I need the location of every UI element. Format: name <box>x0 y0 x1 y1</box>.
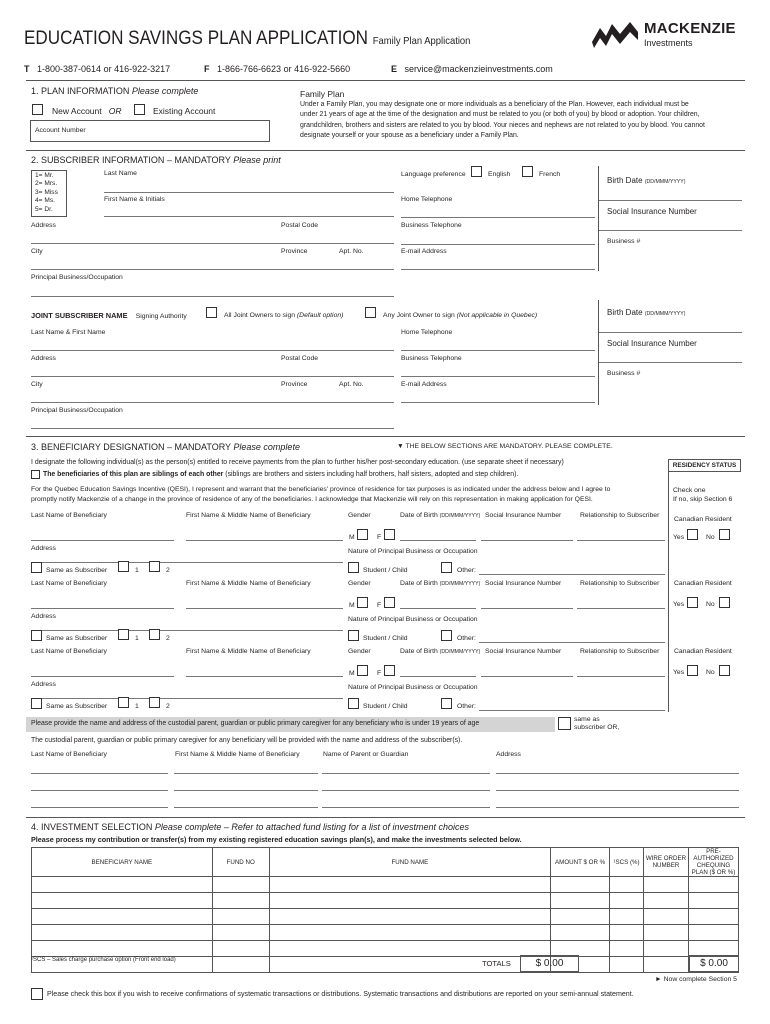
arrow-right-icon: ► <box>655 976 662 983</box>
ben2-yes-label: Yes <box>673 601 685 608</box>
ben2-sin-line[interactable] <box>481 608 573 609</box>
any-joint-checkbox[interactable] <box>365 307 376 318</box>
form-title: EDUCATION SAVINGS PLAN APPLICATION Family Plan Application <box>24 28 471 49</box>
ben1-m-checkbox[interactable] <box>357 529 368 540</box>
ben3-canadian-label: Canadian Resident <box>674 648 732 655</box>
business-tel-label: Business Telephone <box>401 222 462 229</box>
ben3-dob-label: Date of Birth (DD/MMM/YYYY) <box>400 648 481 655</box>
parent-name-label: Name of Parent or Guardian <box>323 751 409 758</box>
joint-last-first-label: Last Name & First Name <box>31 329 106 336</box>
new-account-checkbox[interactable] <box>32 104 43 115</box>
family-plan-title: Family Plan <box>300 89 345 99</box>
email-label: E-mail Address <box>401 248 447 255</box>
account-number-label: Account Number <box>35 127 86 134</box>
apt-label: Apt. No. <box>339 248 364 255</box>
ben3-yes-checkbox[interactable] <box>687 665 698 676</box>
existing-account-label: Existing Account <box>153 106 216 116</box>
ben3-no-checkbox[interactable] <box>719 665 730 676</box>
ben1-relationship-label: Relationship to Subscriber <box>580 512 660 519</box>
table-row <box>32 893 739 909</box>
custodial-line-2-2[interactable] <box>322 807 490 808</box>
table-row <box>32 941 739 957</box>
confirm-checkbox[interactable] <box>31 988 43 1000</box>
form-subtitle: Family Plan Application <box>372 35 471 47</box>
ben1-canadian-label: Canadian Resident <box>674 516 732 523</box>
new-account-label: New Account OR <box>52 106 122 116</box>
custodial-question-bar: Please provide the name and address of the custodial parent, guardian or public primary caregiver for any beneficiary who is under 19 years of age <box>26 717 555 732</box>
table-cell[interactable] <box>644 925 689 941</box>
qesi-text: For the Quebec Education Savings Incentive (QESI), I represent and warrant that the beneficiaries' province of residence for tax purposes is as indicated under the address below and I agree to promptly notify Mackenzie of a change in the province of residence of any of the beneficiaries. I acknowledge that Mackenzie will rely on this representation in making application for QESI. <box>31 486 611 503</box>
residency-status-box: RESIDENCY STATUS <box>668 459 741 472</box>
ben3-gender-label: Gender <box>348 648 371 655</box>
table-cell[interactable] <box>610 909 644 925</box>
table-cell[interactable] <box>212 957 269 973</box>
ben3-other-line[interactable] <box>479 710 665 711</box>
table-cell[interactable] <box>688 893 738 909</box>
ben1-yes-checkbox[interactable] <box>687 529 698 540</box>
ben3-dob-line[interactable] <box>400 676 476 677</box>
ben1-address-line[interactable] <box>31 562 343 563</box>
custodial-line-1-1[interactable] <box>174 790 318 791</box>
col-header-2: FUND NAME <box>269 848 550 877</box>
beneficiary-block-1 <box>0 512 770 578</box>
ben1-first-label: First Name & Middle Name of Beneficiary <box>186 512 311 519</box>
ben3-m-label: M <box>349 670 355 677</box>
custodial-line-2-1[interactable] <box>174 807 318 808</box>
ben2-same-as-label: Same as Subscriber <box>46 635 108 642</box>
section3-title: 3. BENEFICIARY DESIGNATION – MANDATORY Please complete <box>31 442 300 452</box>
confirm-text: Please check this box if you wish to receive confirmations of systematic transactions or distributions. Systematic transactions and distributions are reported on your semi-annual statement. <box>47 990 634 998</box>
ben1-dob-line[interactable] <box>400 540 476 541</box>
ben2-gender-label: Gender <box>348 580 371 587</box>
ben1-last-label: Last Name of Beneficiary <box>31 512 107 519</box>
custodial-line-0-1[interactable] <box>174 773 318 774</box>
first-name-label: First Name & Initials <box>104 196 165 203</box>
section1-title: 1. PLAN INFORMATION Please complete <box>31 86 199 96</box>
table-cell[interactable] <box>269 893 550 909</box>
ben3-yes-label: Yes <box>673 669 685 676</box>
ben3-first-label: First Name & Middle Name of Beneficiary <box>186 648 311 655</box>
table-row <box>32 877 739 893</box>
joint-email-label: E-mail Address <box>401 381 447 388</box>
ben2-last-line[interactable] <box>31 608 174 609</box>
total-pac: $ 0.00 <box>689 955 739 972</box>
joint-business-tel-label: Business Telephone <box>401 355 462 362</box>
ben3-address-label: Address <box>31 681 56 688</box>
custodial-ben-first-label: First Name & Middle Name of Beneficiary <box>175 751 300 758</box>
ben3-rel-line[interactable] <box>577 676 665 677</box>
joint-sin-label: Social Insurance Number <box>607 339 697 348</box>
table-cell[interactable] <box>610 877 644 893</box>
same-as-subscriber-text: same as subscriber OR, <box>574 716 620 732</box>
table-cell[interactable] <box>644 941 689 957</box>
ben3-other-label: Other: <box>457 703 476 710</box>
ben3-first-line[interactable] <box>186 676 343 677</box>
ben2-subscriber2-label: 2 <box>166 635 170 642</box>
ben1-subscriber1-label: 1 <box>135 567 139 574</box>
principal-label: Principal Business/Occupation <box>31 274 123 281</box>
any-joint-label: Any Joint Owner to sign (Not applicable in Quebec) <box>383 312 538 319</box>
siblings-text: The beneficiaries of this plan are siblings of each other (siblings are brothers and sisters including half brothers, half sisters, adopted and step children). <box>43 471 519 478</box>
ben2-dob-label: Date of Birth (DD/MMM/YYYY) <box>400 580 481 587</box>
totals-label: TOTALS <box>482 959 511 968</box>
table-cell[interactable] <box>610 925 644 941</box>
custodial-line-0-0[interactable] <box>31 773 168 774</box>
ben3-relationship-label: Relationship to Subscriber <box>580 648 660 655</box>
last-name-line[interactable] <box>104 192 394 193</box>
last-name-label: Last Name <box>104 170 137 177</box>
ben3-subscriber1-checkbox[interactable] <box>118 697 129 708</box>
total-amount: $ 0.00 <box>520 955 579 972</box>
ben3-f-checkbox[interactable] <box>384 665 395 676</box>
brand-name: MACKENZIE <box>644 20 736 37</box>
ben2-m-label: M <box>349 602 355 609</box>
ben1-no-label: No <box>706 534 715 541</box>
same-as-subscriber-custodial-checkbox[interactable] <box>558 717 571 730</box>
table-row <box>32 909 739 925</box>
section2-title: 2. SUBSCRIBER INFORMATION – MANDATORY Please print <box>31 155 281 165</box>
ben1-subscriber1-checkbox[interactable] <box>118 561 129 572</box>
city-label: City <box>31 248 43 255</box>
table-cell[interactable] <box>269 877 550 893</box>
mackenzie-logo-icon <box>590 18 640 52</box>
ben2-other-label: Other: <box>457 635 476 642</box>
ben2-first-line[interactable] <box>186 608 343 609</box>
ben2-address-line[interactable] <box>31 630 343 631</box>
province-label: Province <box>281 248 308 255</box>
custodial-line-0-2[interactable] <box>322 773 490 774</box>
table-cell[interactable] <box>610 893 644 909</box>
table-cell[interactable] <box>212 893 269 909</box>
table-cell[interactable] <box>644 893 689 909</box>
ben3-subscriber2-checkbox[interactable] <box>149 697 160 708</box>
table-cell[interactable] <box>212 877 269 893</box>
ben1-sin-line[interactable] <box>481 540 573 541</box>
ben3-sin-line[interactable] <box>481 676 573 677</box>
table-cell[interactable] <box>644 909 689 925</box>
joint-subscriber-row: JOINT SUBSCRIBER NAME Signing Authority <box>31 311 187 320</box>
ben3-last-line[interactable] <box>31 676 174 677</box>
investment-table <box>31 847 739 973</box>
joint-city-label: City <box>31 381 43 388</box>
ben2-relationship-label: Relationship to Subscriber <box>580 580 660 587</box>
col-header-6: PRE-AUTHORIZED CHEQUING PLAN ($ OR %) <box>688 848 738 877</box>
process-text: Please process my contribution or transfer(s) from my existing registered education savings plan(s), and make the investments selected below. <box>31 835 522 844</box>
table-cell[interactable] <box>688 925 738 941</box>
ben1-m-label: M <box>349 534 355 541</box>
postal-code-label: Postal Code <box>281 222 319 229</box>
ben3-m-checkbox[interactable] <box>357 665 368 676</box>
ben3-last-label: Last Name of Beneficiary <box>31 648 107 655</box>
ben3-same-as-label: Same as Subscriber <box>46 703 108 710</box>
ben1-rel-line[interactable] <box>577 540 665 541</box>
custodial-note: The custodial parent, guardian or public primary caregiver for any beneficiary will be provided with the name and address of the subscriber(s). <box>31 737 463 744</box>
birth-date-label: Birth Date (DD/MMM/YYYY) <box>607 176 686 185</box>
ben1-student-checkbox[interactable] <box>348 562 359 573</box>
table-cell[interactable] <box>212 925 269 941</box>
ben1-nature-label: Nature of Principal Business or Occupation <box>348 548 478 555</box>
custodial-line-2-3[interactable] <box>496 807 739 808</box>
account-number-field[interactable] <box>30 120 270 142</box>
ben2-yes-checkbox[interactable] <box>687 597 698 608</box>
business-no-label: Business # <box>607 238 641 245</box>
ben2-dob-line[interactable] <box>400 608 476 609</box>
ben1-f-label: F <box>377 534 382 541</box>
beneficiary-block-2 <box>0 580 770 646</box>
ben3-address-line[interactable] <box>31 698 343 699</box>
ben2-canadian-label: Canadian Resident <box>674 580 732 587</box>
ben2-same-as-checkbox[interactable] <box>31 630 42 641</box>
subscriber-id-box <box>598 166 741 271</box>
ben3-other-checkbox[interactable] <box>441 698 452 709</box>
ben1-same-as-checkbox[interactable] <box>31 562 42 573</box>
joint-business-no-label: Business # <box>607 370 641 377</box>
custodial-line-1-3[interactable] <box>496 790 739 791</box>
ben1-other-checkbox[interactable] <box>441 562 452 573</box>
contact-email: E service@mackenzieinvestments.com <box>391 64 553 74</box>
home-tel-label: Home Telephone <box>401 196 453 203</box>
sin-label: Social Insurance Number <box>607 207 697 216</box>
table-cell[interactable] <box>551 925 610 941</box>
mackenzie-logo <box>590 18 750 54</box>
ben2-f-checkbox[interactable] <box>384 597 395 608</box>
ben2-other-checkbox[interactable] <box>441 630 452 641</box>
french-checkbox[interactable] <box>522 166 533 177</box>
joint-province-label: Province <box>281 381 308 388</box>
english-label: English <box>488 171 511 178</box>
now-complete-note: ► Now complete Section 5 <box>655 976 737 983</box>
joint-principal-label: Principal Business/Occupation <box>31 407 123 414</box>
all-joint-label: All Joint Owners to sign (Default option) <box>224 312 344 319</box>
first-name-line[interactable] <box>104 216 394 217</box>
col-header-4: ¹SCS (%) <box>610 848 644 877</box>
ben2-subscriber1-label: 1 <box>135 635 139 642</box>
table-cell[interactable] <box>610 941 644 957</box>
custodial-line-2-0[interactable] <box>31 807 168 808</box>
beneficiary-block-3 <box>0 648 770 714</box>
ben1-sin-label: Social Insurance Number <box>485 512 562 519</box>
table-cell[interactable] <box>32 925 213 941</box>
ben3-student-checkbox[interactable] <box>348 698 359 709</box>
french-label: French <box>539 171 561 178</box>
ben2-other-line[interactable] <box>479 642 665 643</box>
check-one-text: Check one If no, skip Section 6 <box>673 487 733 503</box>
ben2-subscriber1-checkbox[interactable] <box>118 629 129 640</box>
ben3-student-label: Student / Child <box>363 703 408 710</box>
table-cell[interactable] <box>688 909 738 925</box>
ben2-address-label: Address <box>31 613 56 620</box>
col-header-3: AMOUNT $ OR % <box>551 848 610 877</box>
custodial-line-1-2[interactable] <box>322 790 490 791</box>
col-header-1: FUND NO <box>212 848 269 877</box>
ben1-other-label: Other: <box>457 567 476 574</box>
ben1-student-label: Student / Child <box>363 567 408 574</box>
ben1-no-checkbox[interactable] <box>719 529 730 540</box>
ben2-last-label: Last Name of Beneficiary <box>31 580 107 587</box>
english-checkbox[interactable] <box>471 166 482 177</box>
ben2-f-label: F <box>377 602 382 609</box>
ben2-no-label: No <box>706 601 715 608</box>
designate-text: I designate the following individual(s) as the person(s) entitled to receive payments from the plan to further his/her post-secondary education. (use separate sheet if necessary) <box>31 459 564 466</box>
custodial-line-1-0[interactable] <box>31 790 168 791</box>
joint-birth-label: Birth Date (DD/MMM/YYYY) <box>607 308 686 317</box>
custodial-line-0-3[interactable] <box>496 773 739 774</box>
table-cell[interactable] <box>551 909 610 925</box>
ben3-no-label: No <box>706 669 715 676</box>
table-cell[interactable] <box>32 941 213 957</box>
family-plan-text: Under a Family Plan, you may designate one or more individuals as a beneficiary of the Plan. However, each individual must be under 21 years of age at the time of the designation and must be related to you (or both of you) by blood or adoption. Your children, grandchildren, brothers and sisters are related to you by blood. Your nieces and nephews are not related to you by blood. You cannot designate yourself or your spouse as a beneficiary under a Family Plan. <box>300 101 705 139</box>
scs-note: ¹SCS – Sales charge purchase option (Front end load) <box>31 957 176 963</box>
ben1-gender-label: Gender <box>348 512 371 519</box>
table-row <box>32 925 739 941</box>
ben2-nature-label: Nature of Principal Business or Occupation <box>348 616 478 623</box>
table-cell[interactable] <box>212 941 269 957</box>
table-cell[interactable] <box>32 893 213 909</box>
ben1-subscriber2-label: 2 <box>166 567 170 574</box>
ben2-m-checkbox[interactable] <box>357 597 368 608</box>
siblings-checkbox[interactable] <box>31 470 40 479</box>
ben1-address-label: Address <box>31 545 56 552</box>
section4-title: 4. INVESTMENT SELECTION Please complete – Refer to attached fund listing for a list of investment choices <box>31 822 470 832</box>
all-joint-checkbox[interactable] <box>206 307 217 318</box>
custodial-address-label: Address <box>496 751 521 758</box>
ben1-other-line[interactable] <box>479 574 665 575</box>
table-cell[interactable] <box>269 941 550 957</box>
table-cell[interactable] <box>644 877 689 893</box>
ben2-student-label: Student / Child <box>363 635 408 642</box>
table-cell[interactable] <box>610 957 644 973</box>
table-cell[interactable] <box>551 877 610 893</box>
table-cell[interactable] <box>32 877 213 893</box>
ben2-student-checkbox[interactable] <box>348 630 359 641</box>
ben3-sin-label: Social Insurance Number <box>485 648 562 655</box>
ben3-f-label: F <box>377 670 382 677</box>
ben3-subscriber1-label: 1 <box>135 703 139 710</box>
mandatory-note: ▼ THE BELOW SECTIONS ARE MANDATORY. PLEASE COMPLETE. <box>397 443 613 450</box>
ben3-subscriber2-label: 2 <box>166 703 170 710</box>
table-cell[interactable] <box>212 909 269 925</box>
ben3-same-as-checkbox[interactable] <box>31 698 42 709</box>
table-cell[interactable] <box>688 877 738 893</box>
ben1-last-line[interactable] <box>31 540 174 541</box>
table-cell[interactable] <box>269 925 550 941</box>
joint-postal-label: Postal Code <box>281 355 319 362</box>
table-cell[interactable] <box>269 909 550 925</box>
ben3-nature-label: Nature of Principal Business or Occupation <box>348 684 478 691</box>
arrow-down-icon: ▼ <box>397 443 404 450</box>
ben1-same-as-label: Same as Subscriber <box>46 567 108 574</box>
custodial-ben-last-label: Last Name of Beneficiary <box>31 751 107 758</box>
contact-phone: T 1-800-387-0614 or 416-922-3217 <box>24 64 171 74</box>
ben1-f-checkbox[interactable] <box>384 529 395 540</box>
table-cell[interactable] <box>551 893 610 909</box>
ben2-no-checkbox[interactable] <box>719 597 730 608</box>
language-label: Language preference <box>401 171 466 178</box>
col-header-0: BENEFICIARY NAME <box>32 848 213 877</box>
existing-account-checkbox[interactable] <box>134 104 145 115</box>
ben1-yes-label: Yes <box>673 534 685 541</box>
ben1-subscriber2-checkbox[interactable] <box>149 561 160 572</box>
joint-home-tel-label: Home Telephone <box>401 329 453 336</box>
joint-apt-label: Apt. No. <box>339 381 364 388</box>
ben1-dob-label: Date of Birth (DD/MMM/YYYY) <box>400 512 481 519</box>
address-label: Address <box>31 222 56 229</box>
ben2-first-label: First Name & Middle Name of Beneficiary <box>186 580 311 587</box>
ben2-sin-label: Social Insurance Number <box>485 580 562 587</box>
table-cell[interactable] <box>32 909 213 925</box>
ben1-first-line[interactable] <box>186 540 343 541</box>
title-code-box[interactable]: 1= Mr. 2= Mrs. 3= Miss 4= Ms. 5= Dr. <box>31 170 67 217</box>
joint-id-box <box>598 300 741 405</box>
brand-sub: Investments <box>644 38 693 48</box>
col-header-5: WIRE ORDER NUMBER <box>644 848 689 877</box>
contact-fax: F 1-866-766-6623 or 416-922-5660 <box>204 64 351 74</box>
table-cell[interactable] <box>644 957 689 973</box>
joint-address-label: Address <box>31 355 56 362</box>
ben2-subscriber2-checkbox[interactable] <box>149 629 160 640</box>
ben2-rel-line[interactable] <box>577 608 665 609</box>
